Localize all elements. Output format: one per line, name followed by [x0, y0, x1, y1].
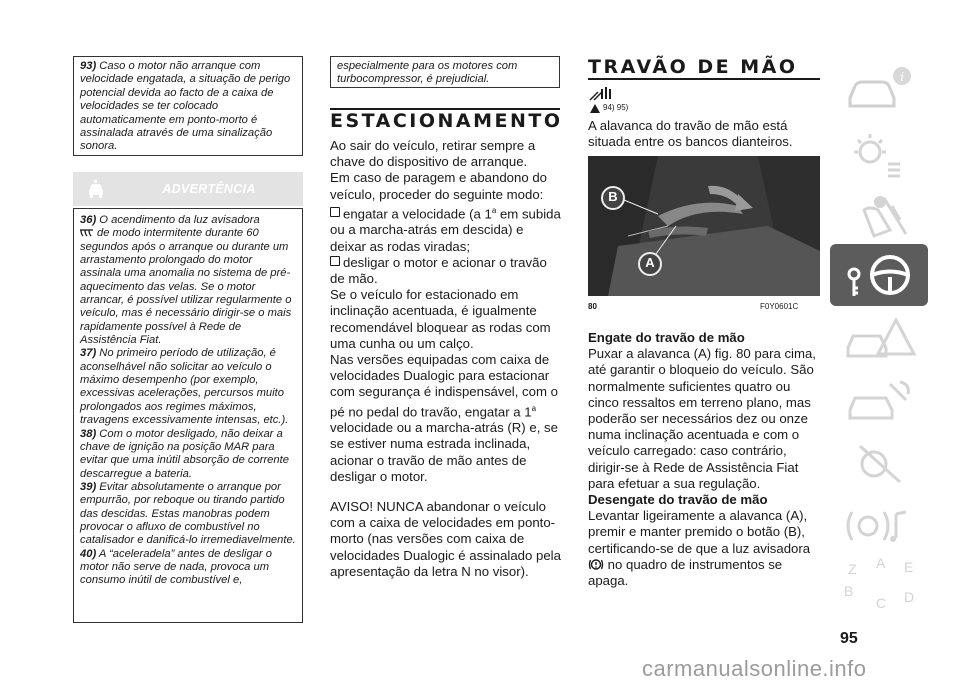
warning-title: ADVERTÊNCIA	[162, 182, 256, 196]
bullet-item: desligar o motor e acionar o travão de mão.	[330, 254, 547, 287]
warning-item: 37) No primeiro período de utilização, é aconselhável não solicitar ao veículo o máximo desempenho (por exemplo, excessivas acelerações, percursos muito prolongados aos regimes máximos, travagens excessivamente intensas, etc.).	[80, 347, 289, 427]
svg-text:D: D	[904, 589, 915, 605]
warning-box	[73, 208, 303, 623]
paragraph: Levantar ligeiramente a alavanca (A), premir e manter premido o botão (B), certificando-se de que a luz avisadora no quadro de instrumentos se apaga.	[588, 508, 811, 589]
note-text: especialmente para os motores com turbocompressor, é prejudicial.	[337, 60, 518, 86]
svg-text:Z: Z	[848, 561, 857, 577]
handbrake-heading: TRAVÃO DE MÃO	[588, 56, 798, 78]
subheading: Desengate do travão de mão	[588, 492, 768, 508]
technical-data-icon	[830, 432, 928, 494]
note-refs: 94) 95)	[603, 103, 629, 112]
parking-body	[330, 138, 562, 580]
sidebar-tab-technical[interactable]	[830, 432, 928, 494]
svg-text:A: A	[876, 556, 886, 571]
bullet-item: engatar a velocidade (a 1$^a$ em subida ou a marcha-atrás em descida) e deixar as rodas viradas;	[330, 205, 561, 254]
sidebar-tab-maintenance[interactable]	[830, 370, 928, 432]
paragraph: Se o veículo for estacionado em inclinação acentuada, é igualmente recomendável bloquear as rodas com uma cunha ou um calço.	[330, 287, 551, 351]
mid-note-box	[330, 56, 560, 88]
subheading: Engate do travão de mão	[588, 330, 745, 345]
multimedia-icon	[830, 494, 928, 556]
handbrake-intro: A alavanca do travão de mão está situada entre os bancos dianteiros.	[588, 118, 793, 150]
parking-heading: ESTACIONAMENTO	[330, 110, 563, 132]
handbrake-figure	[588, 156, 820, 296]
sidebar-tab-dashboard[interactable]	[830, 124, 928, 186]
sidebar-tab-index[interactable]	[830, 556, 928, 618]
heading-rule	[588, 78, 820, 80]
watermark: carmanualsonline.info	[642, 656, 867, 681]
warning-item: 39) Evitar absolutamente o arranque por empurrão, por reboque ou tirando partido das descidas. Estas manobras podem provocar o afluxo de combustível no catalisador e danificá-lo irremediavelmente.	[80, 480, 296, 547]
car-info-icon	[830, 58, 928, 120]
handbrake-engage	[588, 330, 823, 589]
checkbox-bullet-icon	[330, 256, 340, 266]
sidebar-tab-emergency[interactable]	[830, 308, 928, 370]
note-number: 93)	[80, 60, 97, 72]
svg-text:E: E	[904, 559, 914, 575]
handbrake-icon	[588, 86, 612, 102]
paragraph: Nas versões equipadas com caixa de velocidades Dualogic para estacionar com segurança é indispensável, com o pé no pedal do travão, engatar a 1$^a$ velocidade ou a marcha-atrás (R) e, se se estiver numa estrada inclinada, acionar o travão de mão antes de desligar o motor.	[330, 352, 558, 484]
sidebar-tab-multimedia[interactable]	[830, 494, 928, 556]
warning-item: de modo intermitente durante 60 segundos após o arranque ou durante um arrastamento prolongado do motor assinala uma anomalia no sistema de pré-aquecimento das velas. Se o motor arrancar, é possível utilizar regularmente o veículo, mas é necessário dirigir-se o mais rapidamente possível à Rede de Assistência Fiat.	[80, 227, 292, 347]
sidebar-tab-starting[interactable]	[830, 244, 928, 306]
brake-warning-icon	[588, 558, 604, 571]
handbrake-photo	[588, 156, 820, 296]
index-letters-icon	[830, 556, 928, 618]
paragraph: Puxar a alavanca (A) fig. 80 para cima, até garantir o bloqueio do veículo. São normalmente suficientes quatro ou cinco ressaltos em terreno plano, mas poderão ser necessários dez ou onze numa inclinação acentuada e com o veículo carregado: caso contrário, dirigir-se à Rede de Assistência Fiat para efetuar a sua regulação.	[588, 346, 816, 491]
paragraph: AVISO! NUNCA abandonar o veículo com a caixa de velocidades em ponto-morto (nas versões com caixa de velocidades Dualogic é assinalado pela apresentação da letra N no visor).	[330, 499, 561, 579]
checkbox-bullet-icon	[330, 207, 340, 217]
sidebar-tab-safety[interactable]	[830, 186, 928, 248]
left-note-box	[73, 56, 303, 156]
maintenance-icon	[830, 370, 928, 432]
figure-label-a: A	[645, 255, 655, 270]
dashboard-lights-icon	[830, 124, 928, 186]
heading-rule	[330, 108, 560, 110]
note-text: Caso o motor não arranque com velocidade engatada, a situação de perigo potencial devida ao facto de a caixa de velocidades se ter colocado automaticamente em ponto-morto é assinalada através de uma sinalização sonora.	[80, 60, 291, 153]
steering-key-icon	[830, 244, 928, 306]
car-warning-icon	[85, 178, 107, 200]
safety-seat-icon	[830, 186, 928, 248]
warning-item: 38) Com o motor desligado, não deixar a chave de ignição na posição MAR para evitar que uma inútil absorção de corrente descarregue a bateria.	[80, 427, 289, 480]
figure-label-b: B	[608, 189, 618, 204]
glow-plug-warning-icon	[80, 229, 94, 238]
page-number: 95	[840, 630, 858, 647]
svg-text:B: B	[844, 583, 854, 599]
figure-number: 80	[588, 302, 597, 311]
svg-text:i: i	[900, 70, 904, 84]
svg-text:C: C	[876, 595, 887, 611]
paragraph: Ao sair do veículo, retirar sempre a chave do dispositivo de arranque.	[330, 138, 536, 170]
sidebar-tab-vehicle[interactable]	[830, 58, 928, 120]
car-warning-icon	[830, 308, 928, 370]
figure-code: F0Y0601C	[760, 302, 799, 311]
warning-header	[73, 172, 303, 206]
warning-triangle-icon	[590, 104, 600, 113]
paragraph: Em caso de paragem e abandono do veículo, proceder do seguinte modo:	[330, 170, 548, 202]
warning-item: 40) A “aceleradela” antes de desligar o motor não serve de nada, provoca um consumo inútil de combustível e,	[80, 547, 272, 587]
warning-item: 36) O acendimento da luz avisadora	[80, 214, 260, 226]
